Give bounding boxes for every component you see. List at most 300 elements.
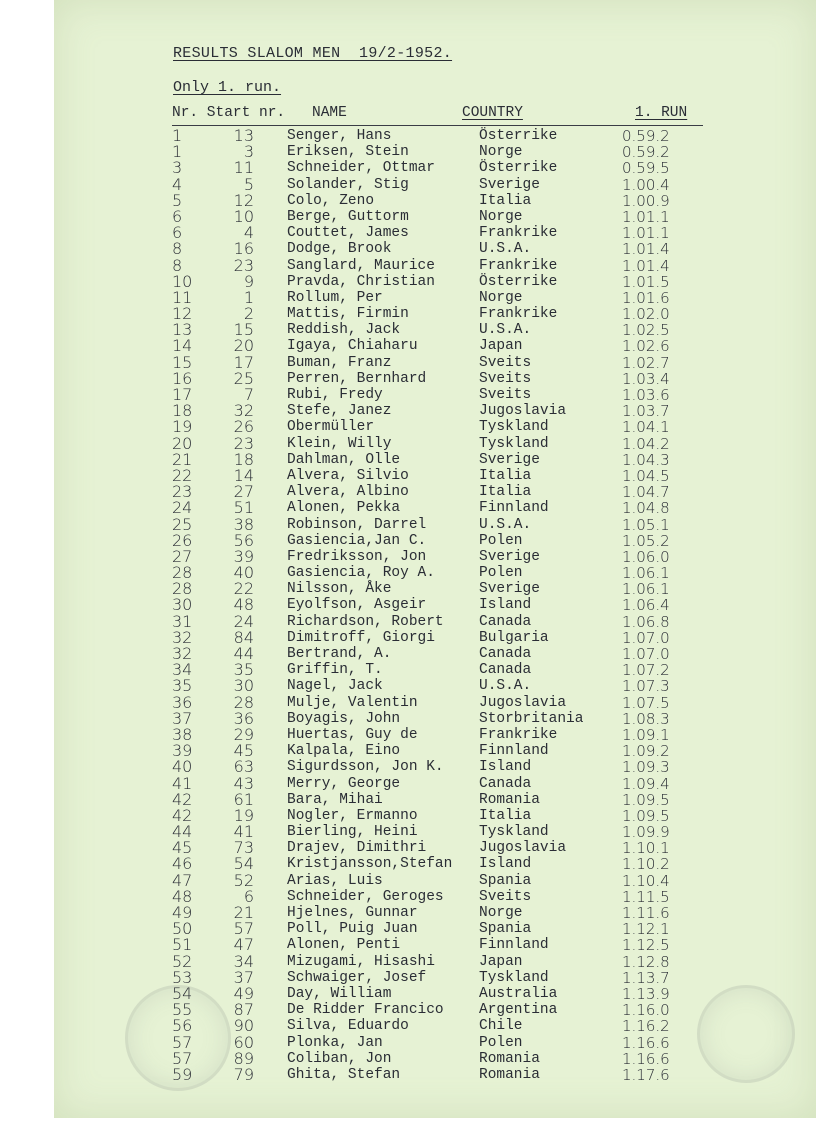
cell-name: Dahlman, Olle [287, 451, 401, 468]
cell-rank: 3 [172, 158, 183, 178]
cell-name: Mulje, Valentin [287, 694, 418, 711]
table-row [0, 514, 816, 534]
cell-rank: 45 [172, 838, 193, 858]
cell-start-number: 39 [233, 546, 254, 566]
cell-country: Norge [479, 144, 523, 161]
cell-name: Robinson, Darrel [287, 516, 427, 533]
cell-rank: 25 [172, 514, 193, 534]
cell-start-number: 7 [243, 385, 254, 404]
cell-country: Argentina [479, 1002, 558, 1019]
cell-name: Solander, Stig [287, 176, 409, 193]
cell-start-number: 48 [233, 595, 254, 615]
cell-name: Mattis, Firmin [287, 306, 409, 323]
cell-rank: 16 [172, 368, 193, 388]
cell-start-number: 32 [233, 401, 254, 421]
cell-run-time: 1.09.9 [622, 823, 670, 842]
cell-run-time: 1.04.2 [622, 434, 670, 453]
cell-country: Romania [479, 791, 540, 808]
cell-country: Tyskland [479, 435, 549, 452]
table-row [0, 271, 816, 291]
cell-rank: 11 [172, 287, 193, 307]
run-note: Only 1. run. [173, 79, 282, 96]
cell-run-time: 1.09.2 [622, 742, 670, 761]
table-row [0, 856, 816, 872]
cell-rank: 6 [172, 206, 183, 226]
table-row [0, 921, 816, 937]
cell-start-number: 22 [233, 579, 254, 599]
cell-country: Finnland [479, 743, 549, 760]
cell-run-time: 1.05.2 [622, 531, 670, 550]
cell-rank: 28 [172, 579, 193, 599]
cell-run-time: 1.04.8 [622, 499, 670, 518]
cell-name: Richardson, Robert [287, 613, 444, 630]
cell-start-number: 24 [233, 611, 254, 631]
cell-rank: 39 [172, 741, 193, 761]
cell-country: Polen [479, 532, 523, 549]
header-name: NAME [312, 105, 347, 121]
cell-run-time: 0.59.2 [622, 143, 670, 162]
table-row [0, 824, 816, 840]
cell-name: Stefe, Janez [287, 403, 392, 420]
cell-run-time: 1.12.5 [622, 936, 670, 955]
cell-start-number: 26 [233, 417, 254, 437]
cell-country: Island [479, 597, 532, 614]
cell-run-time: 1.11.6 [622, 904, 670, 922]
table-row [0, 403, 816, 419]
cell-rank: 23 [172, 482, 193, 502]
table-row [0, 937, 816, 953]
cell-name: Ghita, Stefan [287, 1066, 401, 1083]
cell-run-time: 1.01.1 [622, 207, 670, 226]
cell-start-number: 29 [233, 724, 254, 744]
cell-name: Silva, Eduardo [287, 1018, 409, 1035]
cell-run-time: 1.04.1 [622, 418, 670, 437]
results-table [0, 128, 816, 1083]
cell-name: Schneider, Ottmar [287, 160, 435, 177]
cell-rank: 53 [172, 967, 193, 987]
table-row [0, 322, 816, 338]
cell-start-number: 56 [233, 530, 254, 550]
cell-run-time: 1.13.7 [622, 968, 670, 987]
cell-start-number: 52 [233, 870, 254, 890]
cell-start-number: 25 [233, 368, 254, 388]
table-row [0, 805, 816, 825]
cell-rank: 56 [172, 1016, 193, 1036]
cell-country: Chile [479, 1018, 523, 1035]
cell-run-time: 1.02.6 [622, 337, 670, 356]
cell-country: Canada [479, 646, 532, 662]
cell-start-number: 28 [233, 692, 254, 712]
cell-name: Nogler, Ermanno [287, 807, 418, 824]
cell-rank: 46 [172, 854, 193, 874]
cell-rank: 59 [172, 1064, 193, 1084]
cell-run-time: 1.01.4 [622, 240, 670, 259]
cell-name: Dimitroff, Giorgi [287, 629, 435, 646]
cell-name: Alonen, Pekka [287, 500, 401, 517]
cell-country: Australia [479, 985, 558, 1002]
table-row [0, 611, 816, 631]
cell-run-time: 1.01.6 [622, 288, 670, 307]
cell-run-time: 1.16.0 [622, 1001, 670, 1020]
cell-start-number: 79 [233, 1064, 254, 1084]
table-row [0, 530, 816, 550]
cell-name: Plonka, Jan [287, 1034, 383, 1051]
cell-name: Buman, Franz [287, 354, 392, 371]
cell-name: Sanglard, Maurice [287, 257, 435, 274]
cell-name: Schneider, Geroges [287, 888, 444, 905]
table-header [172, 105, 703, 126]
cell-start-number: 45 [233, 741, 254, 761]
cell-rank: 57 [172, 1032, 193, 1052]
cell-run-time: 1.01.1 [622, 224, 670, 243]
cell-rank: 32 [172, 627, 193, 647]
cell-country: U.S.A. [479, 241, 532, 258]
cell-run-time: 1.16.2 [622, 1017, 670, 1036]
cell-start-number: 27 [233, 482, 254, 502]
table-row [0, 724, 816, 744]
cell-run-time: 1.16.6 [622, 1033, 670, 1052]
cell-start-number: 60 [233, 1032, 254, 1052]
cell-name: Day, William [287, 985, 392, 1002]
cell-start-number: 37 [233, 967, 254, 987]
cell-start-number: 18 [233, 449, 254, 469]
cell-name: Griffin, T. [287, 662, 383, 679]
cell-start-number: 36 [233, 708, 254, 728]
cell-name: Coliban, Jon [287, 1050, 392, 1067]
cell-start-number: 12 [233, 190, 254, 210]
cell-country: Polen [479, 565, 523, 582]
cell-start-number: 17 [233, 352, 254, 372]
cell-country: Italia [479, 807, 532, 824]
cell-run-time: 1.04.3 [622, 450, 670, 469]
cell-rank: 54 [172, 983, 193, 1003]
cell-run-time: 1.03.7 [622, 402, 670, 421]
cell-name: Schwaiger, Josef [287, 969, 427, 986]
table-row [0, 743, 816, 759]
cell-country: Island [479, 759, 532, 776]
cell-run-time: 1.00.4 [622, 175, 670, 194]
cell-rank: 37 [172, 708, 193, 728]
table-row [0, 983, 816, 1003]
cell-rank: 50 [172, 919, 193, 939]
table-row [0, 708, 816, 728]
header-country: COUNTRY [462, 105, 523, 121]
cell-name: Obermüller [287, 419, 375, 436]
cell-country: Frankrike [479, 225, 558, 242]
cell-country: Frankrike [479, 726, 558, 743]
table-row [0, 678, 816, 694]
cell-country: Storbritania [479, 710, 584, 727]
cell-name: Klein, Willy [287, 435, 392, 452]
table-row [0, 368, 816, 388]
table-row [0, 241, 816, 257]
cell-start-number: 15 [233, 320, 254, 340]
cell-country: Österrike [479, 160, 558, 177]
table-row [0, 870, 816, 890]
cell-run-time: 1.07.3 [622, 677, 670, 696]
cell-run-time: 1.07.5 [622, 693, 670, 712]
cell-country: Japan [479, 953, 523, 970]
table-row [0, 581, 816, 597]
cell-run-time: 1.10.1 [622, 839, 670, 858]
table-row [0, 306, 816, 322]
table-row [0, 190, 816, 210]
cell-country: Sverige [479, 451, 540, 468]
cell-rank: 57 [172, 1048, 193, 1068]
cell-start-number: 20 [233, 336, 254, 356]
cell-rank: 55 [172, 1000, 193, 1020]
cell-run-time: 1.09.4 [622, 774, 670, 793]
cell-name: Alvera, Silvio [287, 467, 409, 484]
cell-country: Spania [479, 921, 532, 938]
cell-run-time: 1.12.1 [622, 920, 670, 939]
cell-country: Norge [479, 289, 523, 306]
cell-start-number: 14 [233, 465, 254, 485]
cell-start-number: 16 [233, 239, 254, 259]
cell-name: Kalpala, Eino [287, 743, 401, 760]
cell-name: Kristjansson,Stefan [287, 856, 453, 873]
cell-name: Pravda, Christian [287, 273, 435, 290]
cell-rank: 17 [172, 385, 193, 404]
cell-start-number: 35 [233, 660, 254, 680]
table-row [0, 419, 816, 435]
table-row [0, 886, 816, 906]
cell-name: Nilsson, Åke [287, 581, 392, 598]
cell-country: U.S.A. [479, 516, 532, 533]
cell-start-number: 44 [233, 644, 254, 663]
cell-run-time: 1.13.9 [622, 984, 670, 1003]
cell-rank: 10 [172, 271, 193, 291]
cell-rank: 42 [172, 789, 193, 809]
cell-country: Finnland [479, 937, 549, 954]
cell-country: Jugoslavia [479, 403, 567, 420]
cell-name: Gasiencia,Jan C. [287, 532, 427, 549]
cell-name: Bertrand, A. [287, 646, 392, 662]
cell-name: Perren, Bernhard [287, 370, 427, 387]
header-nr-start: Nr. Start nr. [172, 105, 286, 121]
cell-name: Fredriksson, Jon [287, 548, 427, 565]
cell-country: Canada [479, 775, 532, 792]
cell-run-time: 1.07.0 [622, 645, 670, 663]
cell-start-number: 23 [233, 433, 254, 453]
cell-country: Jugoslavia [479, 840, 567, 857]
cell-start-number: 89 [233, 1048, 254, 1068]
cell-country: Norge [479, 905, 523, 921]
cell-rank: 32 [172, 644, 193, 663]
cell-name: Rubi, Fredy [287, 387, 383, 403]
cell-start-number: 41 [233, 822, 254, 842]
cell-start-number: 73 [233, 838, 254, 858]
cell-run-time: 1.16.6 [622, 1049, 670, 1068]
cell-name: Rollum, Per [287, 289, 383, 306]
cell-start-number: 6 [243, 886, 254, 906]
cell-run-time: 1.17.6 [622, 1065, 670, 1084]
cell-rank: 15 [172, 352, 193, 372]
table-row [0, 759, 816, 775]
cell-start-number: 61 [233, 789, 254, 809]
table-row [0, 951, 816, 971]
cell-name: De Ridder Francico [287, 1002, 444, 1019]
cell-run-time: 0.59.5 [622, 159, 670, 178]
cell-run-time: 1.04.5 [622, 466, 670, 485]
table-row [0, 662, 816, 678]
cell-run-time: 1.09.3 [622, 758, 670, 777]
cell-start-number: 23 [233, 255, 254, 275]
cell-rank: 35 [172, 676, 193, 696]
table-row [0, 352, 816, 372]
cell-rank: 31 [172, 611, 193, 631]
cell-country: Finnland [479, 500, 549, 517]
cell-rank: 38 [172, 724, 193, 744]
table-row [0, 967, 816, 987]
cell-start-number: 47 [233, 935, 254, 955]
cell-start-number: 4 [243, 223, 254, 243]
table-row [0, 128, 816, 144]
cell-run-time: 1.06.8 [622, 612, 670, 631]
cell-country: Italia [479, 467, 532, 484]
cell-rank: 1 [172, 142, 183, 162]
cell-name: Mizugami, Hisashi [287, 953, 435, 970]
cell-country: Tyskland [479, 824, 549, 841]
cell-run-time: 0.59.2 [622, 127, 670, 145]
cell-start-number: 19 [233, 805, 254, 825]
table-row [0, 627, 816, 647]
table-row [0, 546, 816, 566]
cell-name: Nagel, Jack [287, 678, 383, 695]
table-row [0, 692, 816, 712]
cell-run-time: 1.07.0 [622, 628, 670, 647]
cell-rank: 48 [172, 886, 193, 906]
cell-country: Sveits [479, 888, 532, 905]
table-row [0, 1002, 816, 1018]
cell-country: Japan [479, 338, 523, 355]
cell-start-number: 3 [243, 142, 254, 162]
cell-rank: 30 [172, 595, 193, 615]
cell-country: U.S.A. [479, 322, 532, 339]
header-run: 1. RUN [635, 105, 688, 121]
cell-name: Hjelnes, Gunnar [287, 905, 418, 921]
cell-rank: 26 [172, 530, 193, 550]
cell-run-time: 1.07.2 [622, 661, 670, 680]
table-row [0, 387, 816, 403]
cell-country: Sverige [479, 548, 540, 565]
cell-name: Dodge, Brook [287, 241, 392, 258]
cell-start-number: 5 [243, 174, 254, 194]
cell-run-time: 1.12.8 [622, 952, 670, 971]
table-row [0, 287, 816, 307]
cell-name: Poll, Puig Juan [287, 921, 418, 938]
cell-start-number: 30 [233, 676, 254, 696]
cell-name: Alvera, Albino [287, 484, 409, 501]
cell-rank: 1 [172, 126, 183, 145]
page-title: RESULTS SLALOM MEN 19/2-1952. [173, 45, 453, 62]
cell-run-time: 1.03.6 [622, 386, 670, 404]
cell-start-number: 54 [233, 854, 254, 874]
cell-rank: 8 [172, 239, 183, 259]
cell-name: Senger, Hans [287, 128, 392, 144]
cell-run-time: 1.11.5 [622, 887, 670, 906]
cell-country: U.S.A. [479, 678, 532, 695]
cell-rank: 12 [172, 304, 193, 324]
cell-start-number: 49 [233, 983, 254, 1003]
cell-run-time: 1.02.7 [622, 353, 670, 372]
cell-name: Couttet, James [287, 225, 409, 242]
cell-country: Frankrike [479, 257, 558, 274]
cell-rank: 6 [172, 223, 183, 243]
cell-rank: 41 [172, 773, 193, 793]
table-row [0, 465, 816, 485]
cell-rank: 4 [172, 174, 183, 194]
table-row [0, 144, 816, 160]
cell-country: Tyskland [479, 969, 549, 986]
table-row [0, 206, 816, 226]
cell-run-time: 1.06.1 [622, 564, 670, 583]
table-row [0, 565, 816, 581]
cell-country: Sveits [479, 370, 532, 387]
cell-country: Frankrike [479, 306, 558, 323]
cell-country: Bulgaria [479, 629, 549, 646]
cell-country: Island [479, 856, 532, 873]
cell-run-time: 1.09.1 [622, 725, 670, 744]
cell-rank: 49 [172, 903, 193, 922]
cell-name: Sigurdsson, Jon K. [287, 759, 444, 776]
cell-name: Eyolfson, Asgeir [287, 597, 427, 614]
cell-name: Reddish, Jack [287, 322, 401, 339]
cell-run-time: 1.10.2 [622, 855, 670, 874]
cell-start-number: 63 [233, 757, 254, 777]
cell-start-number: 38 [233, 514, 254, 534]
cell-start-number: 2 [243, 304, 254, 324]
cell-run-time: 1.05.1 [622, 515, 670, 534]
cell-start-number: 10 [233, 206, 254, 226]
cell-start-number: 43 [233, 773, 254, 793]
table-row [0, 840, 816, 856]
table-row [0, 597, 816, 613]
cell-name: Igaya, Chiaharu [287, 338, 418, 355]
table-row [0, 500, 816, 516]
table-row [0, 255, 816, 275]
table-row [0, 1032, 816, 1052]
cell-country: Tyskland [479, 419, 549, 436]
cell-country: Norge [479, 208, 523, 225]
cell-start-number: 9 [243, 271, 254, 291]
cell-run-time: 1.04.7 [622, 483, 670, 502]
cell-rank: 20 [172, 433, 193, 453]
cell-run-time: 1.06.1 [622, 580, 670, 599]
cell-rank: 42 [172, 805, 193, 825]
cell-country: Sveits [479, 354, 532, 371]
cell-country: Sverige [479, 176, 540, 193]
cell-name: Alonen, Penti [287, 937, 401, 954]
cell-rank: 19 [172, 417, 193, 437]
cell-country: Polen [479, 1034, 523, 1051]
cell-start-number: 87 [233, 1000, 254, 1020]
table-row [0, 449, 816, 469]
cell-country: Romania [479, 1066, 540, 1083]
cell-country: Österrike [479, 273, 558, 290]
cell-run-time: 1.09.5 [622, 806, 670, 825]
table-row [0, 905, 816, 921]
cell-country: Italia [479, 192, 532, 209]
cell-start-number: 11 [233, 158, 254, 178]
cell-country: Romania [479, 1050, 540, 1067]
cell-name: Bara, Mihai [287, 791, 383, 808]
cell-name: Huertas, Guy de [287, 726, 418, 743]
cell-rank: 28 [172, 563, 193, 583]
table-row [0, 484, 816, 500]
cell-name: Colo, Zeno [287, 192, 375, 209]
cell-run-time: 1.02.5 [622, 321, 670, 340]
